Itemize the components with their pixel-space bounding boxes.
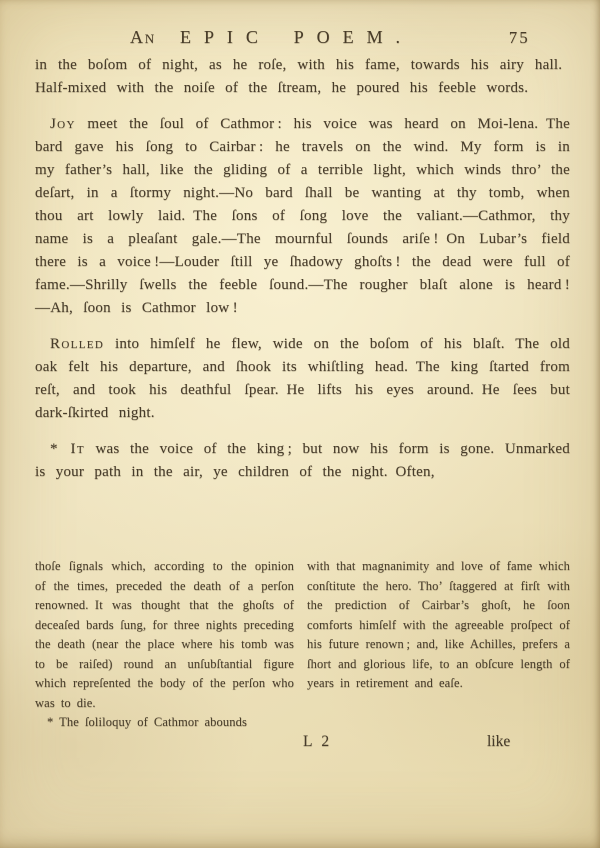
catchword: like <box>487 733 511 750</box>
paragraph-lead: Joy <box>50 116 76 132</box>
footnote-column-left <box>35 557 294 733</box>
signature-mark: L 2 <box>303 733 332 750</box>
paragraph-text: in the boſom of night, as he roſe, with his fame, towards his airy hall. Half-mixed with the noiſe of the ſtream, he poured his feeble words. <box>35 57 570 96</box>
paragraph-text: into himſelf he flew, wide on the boſom of his blaſt. The old oak felt his departure, and ſhook its whiſtling head. The king ſtarted from reſt, and took his deathful ſpear. He lifts his eyes around. He ſees but dark-ſkirted night. <box>35 336 570 421</box>
paragraph-text: meet the ſoul of Cathmor : his voice was heard on Moi-lena. The bard gave his ſong to Cairbar : he travels on the wind. My form is in my father’s hall, like the gliding of a terrible light, which winds thro’ the deſart, in a ſtormy night.—No bard ſhall be wanting at thy tomb, when thou art lowly laid. The ſons of ſong love the valiant.—Cathmor, thy name is a pleaſant gale.—The mournful ſounds ariſe ! On Lubar’s field there is a voice !—Louder ſtill ye ſhadowy ghoſts ! the dead were full of fame.—Shrilly ſwells the feeble ſound.—The rougher blaſt alone is heard !—Ah, ſoon is Cathmor low ! <box>35 116 570 316</box>
page-number: 75 <box>508 28 530 47</box>
paragraph <box>35 333 570 425</box>
paragraph <box>35 113 570 320</box>
header-title: EPIC POEM. <box>180 27 414 47</box>
paragraph-lead: * It <box>50 441 85 457</box>
paragraph-text: was the voice of the king ; but now his form is gone. Unmarked is your path in the air, ye children of the night. Often, <box>35 441 570 480</box>
footnote-note-continuation: with that magnanimity and love of fame which conſtitute the hero. Tho’ ſtaggered at firſt with the prediction of Cairbar’s ghoſt, he ſoon comforts himſelf with the agreeable proſpect of his future renown ; and, like Achilles, prefers a ſhort and glorious life, to an obſcure length of years in retirement and eaſe. <box>307 559 570 690</box>
paragraph-lead: Rolled <box>50 336 105 352</box>
paragraph <box>35 54 570 100</box>
footnote-continuation: thoſe ſignals which, according to the opinion of the times, preceded the death of a perſon renowned. It was thought that the ghoſts of deceaſed bards ſung, for three nights preceding the death (near the place where his tomb was to be raiſed) round an unſubſtantial figure which repreſented the body of the perſon who was to die. <box>35 559 294 710</box>
footnotes <box>35 557 570 733</box>
footnote-column-right <box>307 557 570 733</box>
header-article: An <box>130 27 156 47</box>
footnote-start: * The ſoliloquy of Cathmor abounds <box>47 715 248 729</box>
body-text <box>35 54 570 497</box>
paragraph <box>35 438 570 484</box>
running-header <box>35 27 570 48</box>
page-footer <box>35 733 570 757</box>
